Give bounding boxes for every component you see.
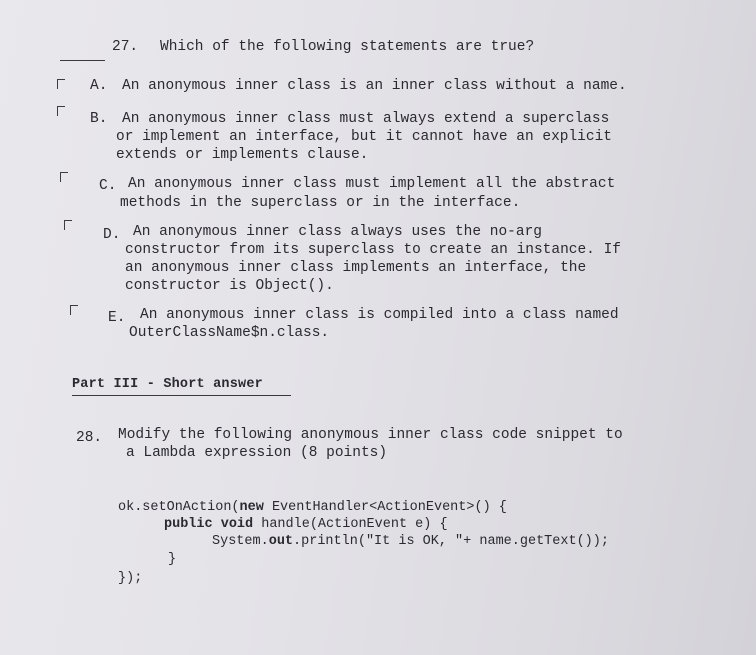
code-line-3	[212, 533, 609, 551]
option-e-letter: E.	[108, 310, 126, 326]
code-line-1-plain: ok.setOnAction(	[118, 500, 240, 515]
question-28-number: 28.	[76, 430, 103, 446]
option-d-line-1: An anonymous inner class always uses the no-arg	[133, 224, 542, 240]
checkbox-option-a[interactable]	[57, 79, 65, 89]
code-line-2	[164, 516, 448, 534]
part-3-heading: Part III - Short answer	[72, 377, 291, 396]
question-27-number: 27.	[112, 39, 139, 55]
code-keyword-out: out	[268, 534, 294, 549]
code-line-5: });	[118, 571, 143, 586]
option-c-letter: C.	[99, 178, 117, 194]
option-b-letter: B.	[90, 111, 108, 127]
code-line-3-a: System.	[212, 534, 269, 549]
option-d-letter: D.	[103, 227, 121, 243]
option-a-line-1: An anonymous inner class is an inner class without a name.	[122, 78, 627, 94]
checkbox-option-e[interactable]	[70, 305, 78, 315]
code-line-2-rest: handle(ActionEvent e) {	[253, 517, 448, 532]
checkbox-option-d[interactable]	[64, 220, 72, 230]
option-b-line-2: or implement an interface, but it cannot have an explicit	[116, 129, 612, 145]
code-keyword-public: public	[164, 517, 213, 532]
option-d-line-4: constructor is Object().	[125, 278, 334, 294]
question-28-prompt-line-2: a Lambda expression (8 points)	[126, 445, 388, 461]
option-e-line-1: An anonymous inner class is compiled into a class named	[140, 307, 619, 323]
checkbox-option-b[interactable]	[57, 106, 65, 116]
answer-blank-27[interactable]	[60, 60, 105, 61]
option-b-line-1: An anonymous inner class must always extend a superclass	[122, 111, 610, 127]
code-keyword-void: void	[220, 517, 254, 532]
code-line-4: }	[168, 552, 177, 567]
checkbox-option-c[interactable]	[60, 172, 68, 182]
code-keyword-new: new	[239, 500, 264, 515]
option-e-line-2: OuterClassName$n.class.	[129, 325, 330, 341]
option-d-line-2: constructor from its superclass to create an instance. If	[125, 242, 621, 258]
code-line-1-rest: EventHandler<ActionEvent>() {	[263, 500, 507, 515]
question-27-prompt: Which of the following statements are true?	[160, 39, 535, 55]
code-line-3-b: .println("It is OK, "+ name.getText());	[293, 534, 609, 549]
option-c-line-1: An anonymous inner class must implement all the abstract	[128, 176, 616, 192]
question-28-prompt-line-1: Modify the following anonymous inner class code snippet to	[118, 427, 623, 443]
code-line-1	[118, 499, 507, 517]
option-c-line-2: methods in the superclass or in the interface.	[120, 195, 521, 211]
option-d-line-3: an anonymous inner class implements an interface, the	[125, 260, 587, 276]
option-a-letter: A.	[90, 78, 108, 94]
option-b-line-3: extends or implements clause.	[116, 147, 369, 163]
